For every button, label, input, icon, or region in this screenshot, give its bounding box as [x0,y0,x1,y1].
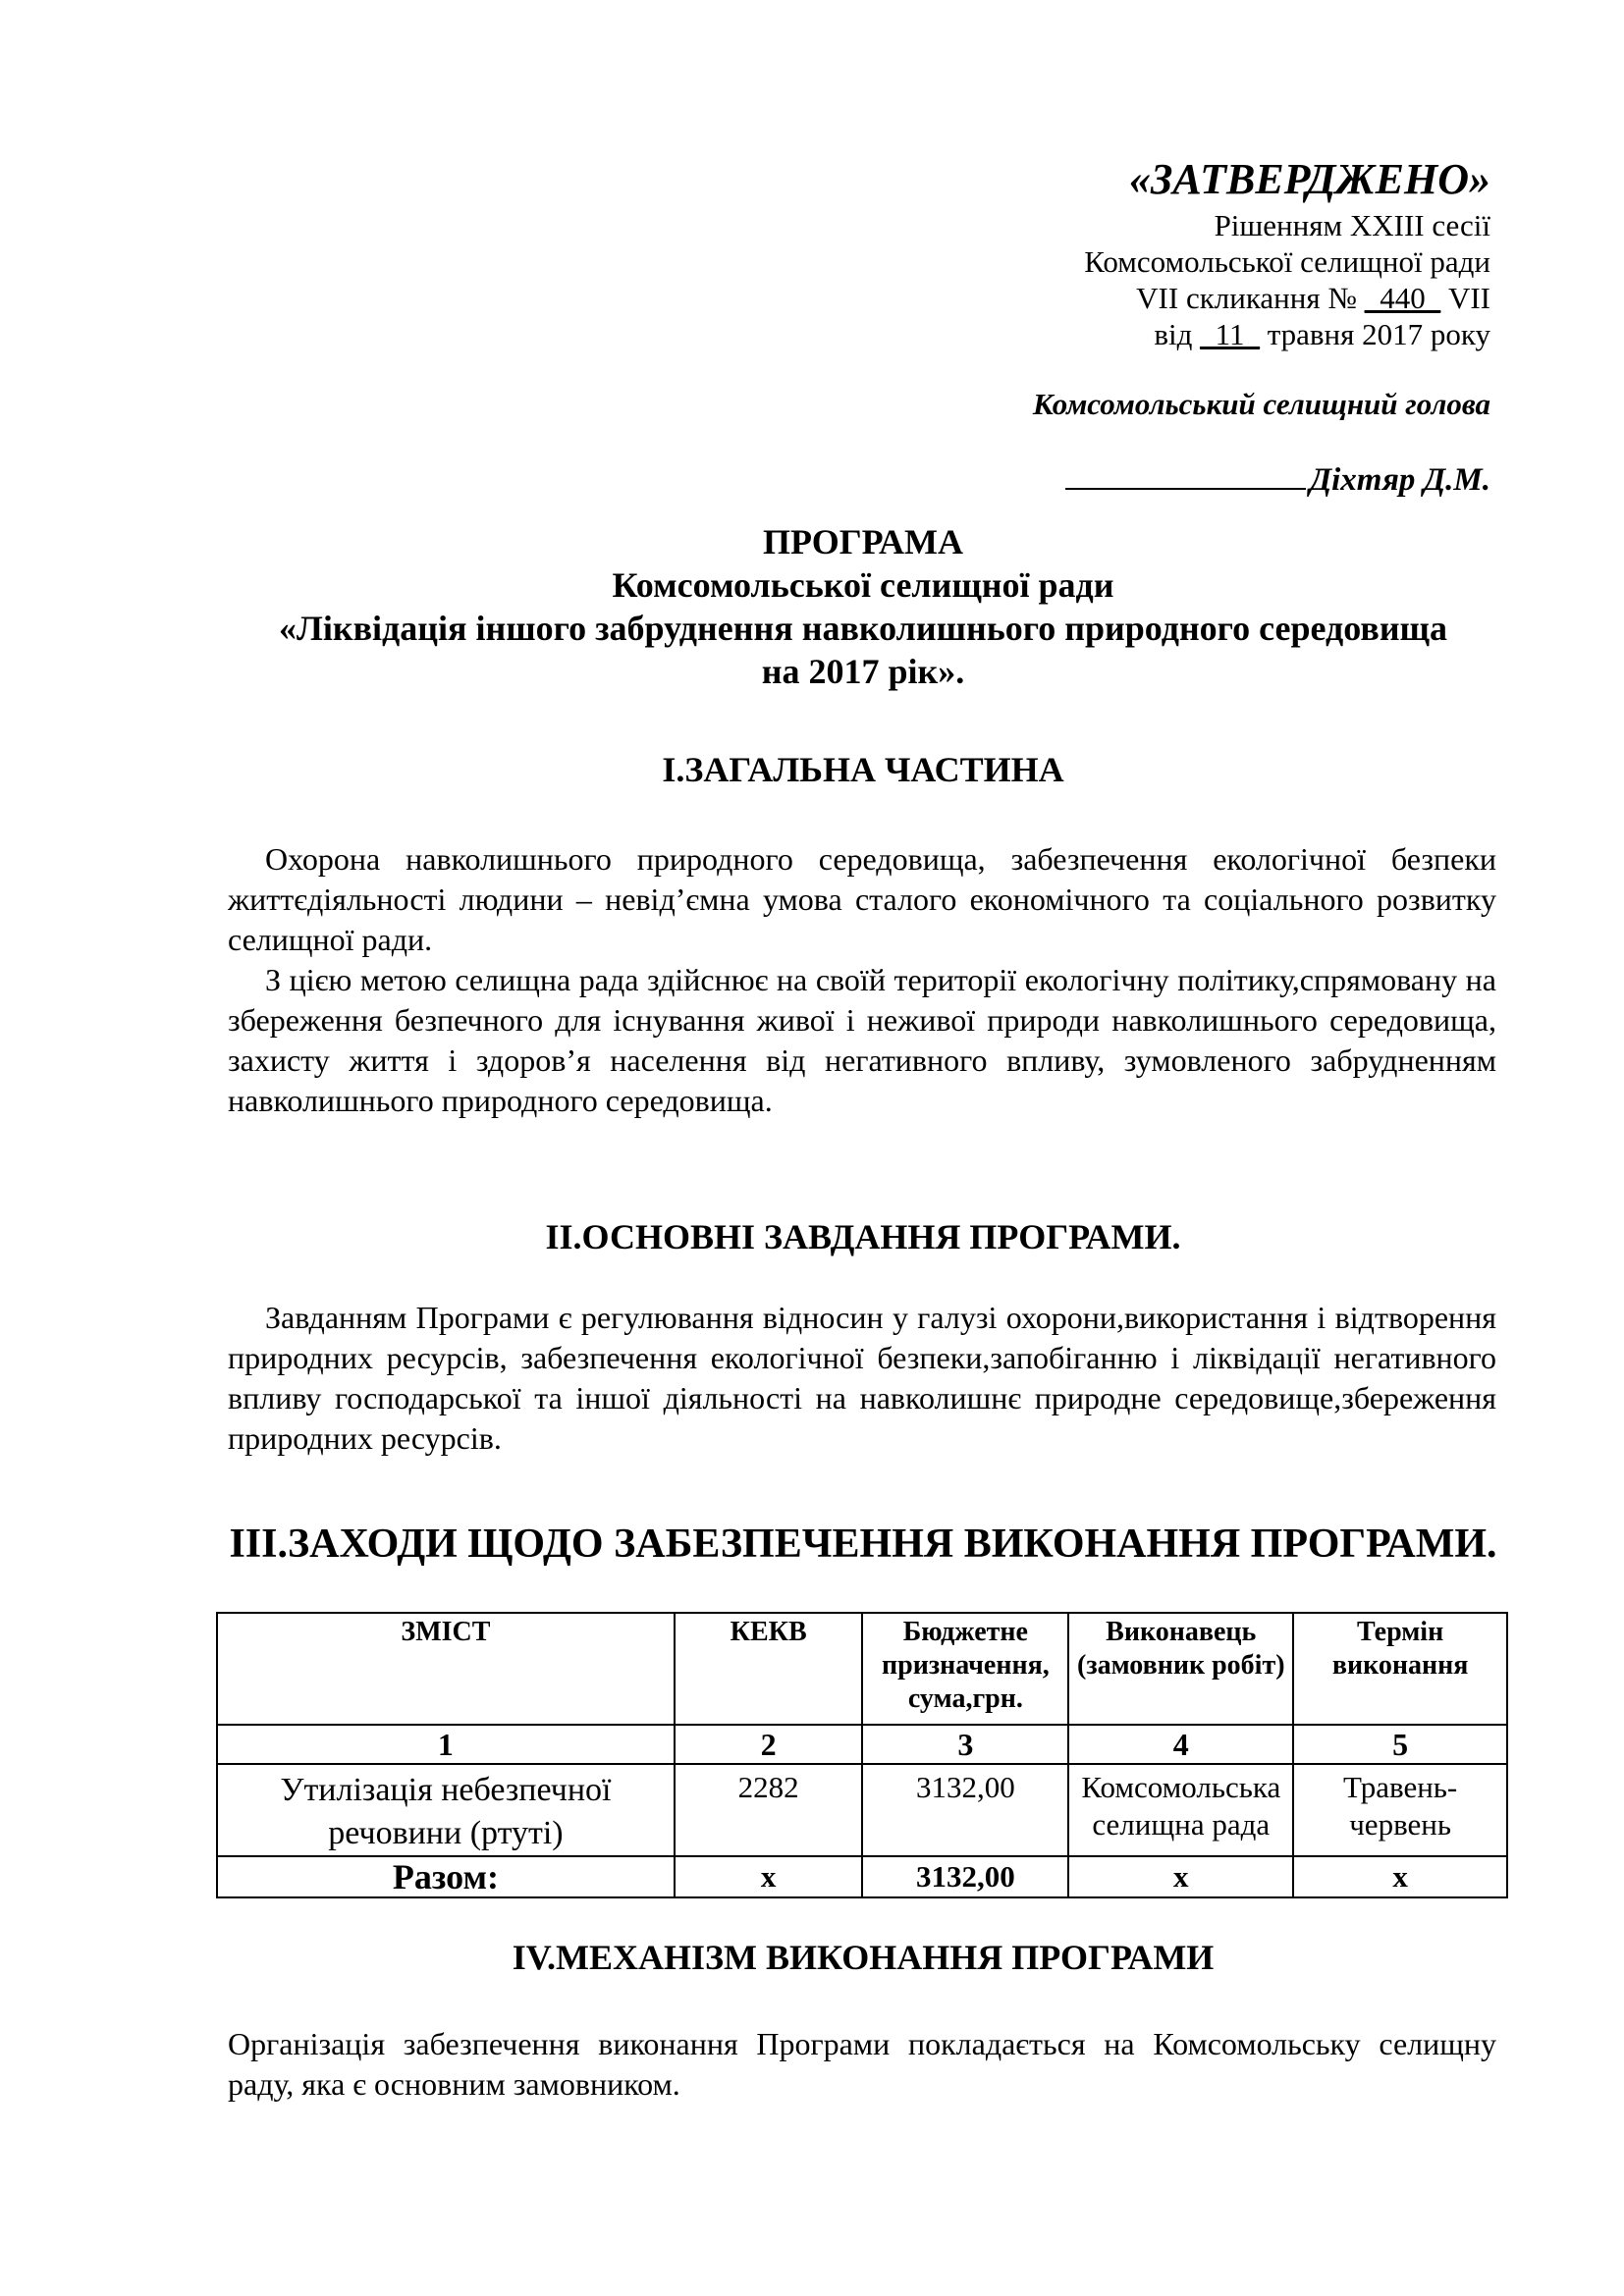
header-executor: Виконавець (замовник робіт) [1068,1613,1293,1725]
convocation-suffix: VII [1440,281,1490,315]
cell-kekv: 2282 [675,1764,863,1856]
signatory-name: Діхтяр Д.М. [1309,462,1490,498]
section-2-paragraph-1: Завданням Програми є регулювання відносин у галузі охорони,використання і відтворення природних ресурсів, забезпечення екологічної безпеки,запобіганню і ліквідації негативного впливу господарської та іншої діяльності на навколишнє природне середовище,збереження природних ресурсів. [228,1300,1496,1456]
total-label: Разом: [217,1856,675,1897]
date-prefix: від [1154,317,1201,351]
date-line [901,316,1490,352]
cell-budget: 3132,00 [862,1764,1068,1856]
cell-content: Утилізація небезпечної речовини (ртуті) [217,1764,675,1856]
section-1-paragraph-2: З цією метою селищна рада здійснює на своїй території екологічну політику,спрямовану на збереження безпечного для існування живої і неживої природи навколишнього середовища, захисту життя і здоров’я населення від негативного впливу, зумовленого забрудненням навколишнього природного середовища. [228,962,1496,1118]
total-budget: 3132,00 [862,1856,1068,1897]
column-number: 4 [1068,1725,1293,1764]
decision-line: Рішенням XXIII сесії [1214,208,1490,242]
column-number: 1 [217,1725,675,1764]
table-number-row [217,1725,1507,1764]
table-total-row [217,1856,1507,1897]
council-name-line: Комсомольської селищної ради [1084,244,1490,279]
title-line-3: «Ліквідація іншого забруднення навколишнього природного середовища [279,609,1447,648]
column-number: 5 [1293,1725,1507,1764]
header-budget: Бюджетне призначення, сума,грн. [862,1613,1068,1725]
section-3-heading: ІІІ.ЗАХОДИ ЩОДО ЗАБЕЗПЕЧЕННЯ ВИКОНАННЯ ПРОГРАМИ. [229,1522,1497,1567]
section-1-body [228,839,1496,1121]
total-kekv: х [675,1856,863,1897]
date-suffix: травня 2017 року [1259,317,1490,351]
title-line-2: Комсомольської селищної ради [612,565,1114,605]
cell-executor: Комсомольська селищна рада [1068,1764,1293,1856]
head-title: Комсомольський селищний голова [1032,387,1490,421]
signature-blank [1065,460,1306,490]
date-day: _11_ [1200,317,1260,351]
decision-number: _440_ [1364,281,1441,315]
table-header-row [217,1613,1507,1725]
cell-term: Травень-червень [1293,1764,1507,1856]
header-content: ЗМІСТ [217,1613,675,1725]
measures-table [216,1612,1508,1898]
header-kekv: КЕКВ [675,1613,863,1725]
section-1-paragraph-1: Охорона навколишнього природного середовища, забезпечення екологічної безпеки життєдіяльності людини – невід’ємна умова сталого економічного та соціального розвитку селищної ради. [228,841,1496,957]
section-1-heading: І.ЗАГАЛЬНА ЧАСТИНА [662,750,1064,789]
total-term: х [1293,1856,1507,1897]
convocation-line [901,280,1490,316]
section-4-heading: ІV.МЕХАНІЗМ ВИКОНАННЯ ПРОГРАМИ [512,1938,1215,1977]
program-title [226,520,1500,693]
title-line-4: на 2017 рік». [761,652,965,691]
approval-block [901,152,1490,500]
section-2-heading: ІІ.ОСНОВНІ ЗАВДАННЯ ПРОГРАМИ. [545,1217,1181,1256]
header-term: Термін виконання [1293,1613,1507,1725]
total-executor: х [1068,1856,1293,1897]
approved-stamp-text: «ЗАТВЕРДЖЕНО» [1129,155,1490,203]
table-row [217,1764,1507,1856]
title-line-1: ПРОГРАМА [762,522,964,561]
column-number: 2 [675,1725,863,1764]
signature-line [901,460,1490,500]
section-2-body [228,1298,1496,1459]
section-4-paragraph-1: Організація забезпечення виконання Програми покладається на Комсомольську селищну раду, яка є основним замовником. [228,2026,1496,2102]
column-number: 3 [862,1725,1068,1764]
section-4-body [228,2024,1496,2105]
convocation-prefix: VII скликання № [1136,281,1365,315]
